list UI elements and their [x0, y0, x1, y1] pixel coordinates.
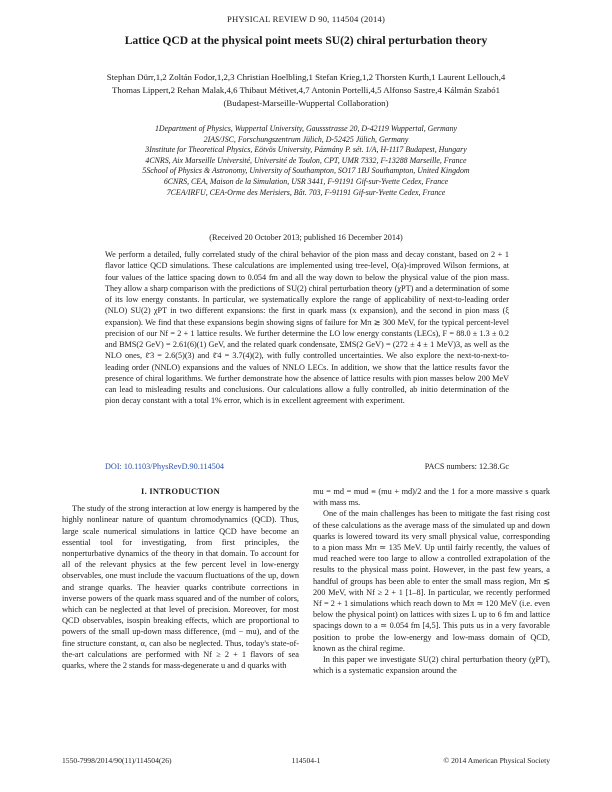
- affiliation-4: 4CNRS, Aix Marseille Université, Université de Toulon, CPT, UMR 7332, F-13288 Marseille, France: [145, 155, 467, 165]
- abstract: We perform a detailed, fully correlated study of the chiral behavior of the pion mass and decay constant, based on 2 + 1 flavor lattice QCD simulations. These calculations are implemented using tree-level, O(a)-improved Wilson fermions, at four values of the lattice spacing down to 0.054 fm and all the way down to below the physical value of the pion mass. They allow a sharp comparison with the predictions of SU(2) chiral perturbation theory (χPT) and a determination of some of its low energy constants. In particular, we systematically explore the range of applicability of next-to-leading order (NLO) SU(2) χPT in two different expansions: the first in quark mass (x expansion), and the second in pion mass (ξ expansion). We find that these expansions begin showing signs of failure for Mπ ≳ 300 MeV, for the typical percent-level precision of our Nf = 2 + 1 lattice results. We further determine the LO low energy constants (LECs), F = 88.0 ± 1.3 ± 0.2 and BMS(2 GeV) = 2.61(6)(1) GeV, and the related quark condensate, ΣMS(2 GeV) = (272 ± 4 ± 1 MeV)3, as well as the NLO ones, ℓ̄3 = 2.6(5)(3) and ℓ̄4 = 3.7(4)(2), with fully controlled uncertainties. We also explore the next-to-next-to-leading order (NNLO) expansions and the values of NNLO LECs. In addition, we show that the lattice results favor the presence of chiral logarithms. We further demonstrate how the absence of lattice results with pion masses below 200 MeV can lead to misleading results and conclusions. Our calculations allow a fully controlled, ab initio determination of the pion decay constant with a total 1% error, which is in excellent agreement with experiment.: [105, 250, 509, 406]
- doi-link[interactable]: DOI: 10.1103/PhysRevD.90.114504: [105, 462, 225, 471]
- right-column: [313, 486, 550, 676]
- doi-pacs-row: [105, 462, 509, 471]
- affiliations-block: [0, 124, 612, 198]
- intro-paragraph-3: In this paper we investigate SU(2) chiral perturbation theory (χPT), which is a systematic expansion around the: [313, 655, 550, 676]
- page-footer: [62, 756, 550, 765]
- left-column: [62, 486, 299, 671]
- collaboration-name: (Budapest-Marseille-Wuppertal Collaboration): [223, 98, 389, 108]
- affiliation-7: 7CEA/IRFU, CEA-Orme des Merisiers, Bât. 703, F-91191 Gif-sur-Yvette Cedex, France: [166, 187, 446, 197]
- received-published-dates: (Received 20 October 2013; published 16 December 2014): [209, 233, 403, 242]
- affiliation-3: 3Institute for Theoretical Physics, Eötvös University, Pázmány P. sét. 1/A, H-1117 Budapest, Hungary: [145, 145, 467, 155]
- section-heading: I. INTRODUCTION: [141, 487, 220, 496]
- pacs-numbers: PACS numbers: 12.38.Gc: [424, 462, 509, 471]
- author-list-line-2: Thomas Lippert,2 Rehan Malak,4,6 Thibaut Métivet,4,7 Antonin Portelli,4,5 Alfonso Sastre,4 Kálmán Szabó1: [111, 85, 501, 95]
- intro-paragraph-2: One of the main challenges has been to mitigate the fast rising cost of these calculations as the average mass of the simulated up and down quarks is lowered toward its very small physical value, corresponding to a pion mass Mπ ≃ 135 MeV. Up until fairly recently, the values of mud reached were too large to allow a controlled extrapolation of the results to the physical mass point. However, in the past few years, a handful of groups has been able to enter the small mass region, Mπ ≲ 200 MeV, with Nf ≥ 2 + 1 [1–8]. In particular, we recently performed Nf = 2 + 1 simulations which reach down to Mπ ≃ 120 MeV (i.e. even below the physical point) on lattices with sizes L up to 6 fm and lattice spacings down to a ≃ 0.054 fm [4,5]. This puts us in a very favorable position to probe the low-energy and low-mass domain of QCD, known as the chiral regime.: [313, 509, 550, 653]
- footer-page-number: 114504-1: [291, 756, 321, 765]
- footer-copyright: © 2014 American Physical Society: [443, 756, 550, 765]
- footer-issn: 1550-7998/2014/90(11)/114504(26): [62, 756, 172, 765]
- affiliation-5: 5School of Physics & Astronomy, University of Southampton, SO17 1BJ Southampton, United Kingdom: [142, 166, 470, 176]
- paper-title: Lattice QCD at the physical point meets SU(2) chiral perturbation theory: [124, 34, 488, 47]
- intro-paragraph-1: The study of the strong interaction at low energy is hampered by the highly nonlinear nature of quantum chromodynamics (QCD). Thus, large scale numerical simulations in lattice QCD have become an essential tool for investigating, from first principles, the nonperturbative dynamics of the theory in that domain. To account for all of the relevant physics at the few percent level in low-energy observables, one must include the vacuum fluctuations of the up, down and strange quarks. The heavier quarks contribute corrections in inverse powers of the quark mass squared and of the number of colors, which can be neglected at that level of precision. Moreover, for most QCD observables, isospin breaking effects, which are proportional to powers of the small up-down mass difference, (md − mu), and of the fine structure constant, α, can also be neglected. Thus, today's state-of-the-art calculations are performed with Nf ≥ 2 + 1 flavors of sea quarks, where the 2 stands for mass-degenerate u and d quarks with: [62, 504, 299, 671]
- intro-paragraph-1-continued: mu = md = mud ≡ (mu + md)/2 and the 1 for a more massive s quark with mass ms.: [313, 487, 550, 508]
- affiliation-6: 6CNRS, CEA, Maison de la Simulation, USR 3441, F-91191 Gif-sur-Yvette Cedex, France: [163, 176, 449, 186]
- author-list-line-1: Stephan Dürr,1,2 Zoltán Fodor,1,2,3 Christian Hoelbling,1 Stefan Krieg,1,2 Thorsten Kurth,1 Laurent Lellouch,4: [106, 72, 506, 82]
- affiliation-1: 1Department of Physics, Wuppertal University, Gaussstrasse 20, D-42119 Wuppertal, Germany: [154, 124, 458, 133]
- affiliation-2: 2IAS/JSC, Forschungszentrum Jülich, D-52425 Jülich, Germany: [203, 134, 409, 144]
- journal-header: PHYSICAL REVIEW D 90, 114504 (2014): [226, 14, 386, 24]
